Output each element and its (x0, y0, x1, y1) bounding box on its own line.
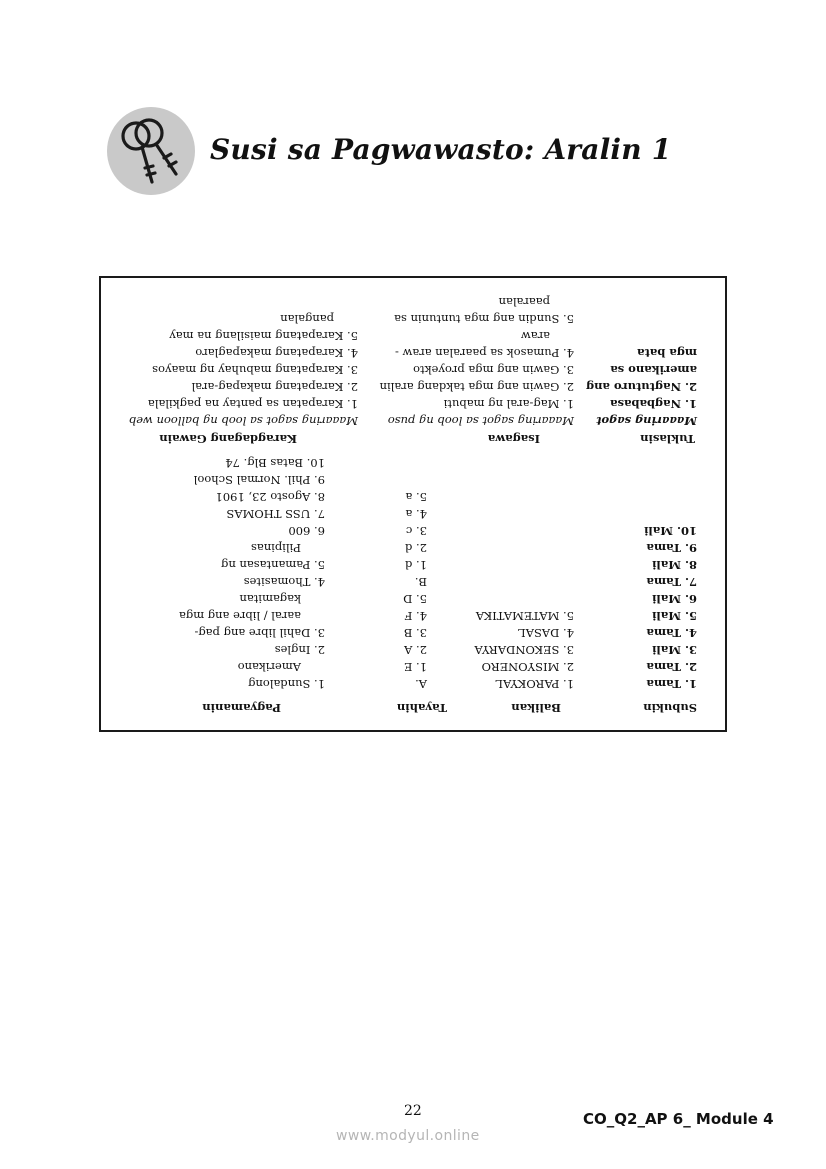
keys-icon (106, 106, 196, 196)
balikan-item: 5. MATEMATIKA (475, 609, 574, 623)
pagyamanin-item: 1. Sundalong (248, 677, 325, 691)
tayahin-item: 2. d (405, 541, 427, 555)
subukin-item: 2. Tama (646, 660, 697, 674)
answer-key-box (99, 276, 727, 732)
tayahin-item: 2. A (404, 643, 427, 657)
tayahin-item: 3. B (403, 626, 427, 640)
module-code: CO_Q2_AP 6_ Module 4 (583, 1110, 774, 1128)
pagyamanin-item: 10. Batas Blg. 74 (225, 456, 325, 470)
balikan-item: 3. SEKONDARYA (474, 643, 574, 657)
pagyamanin-item: 5. Pamantasan ng (221, 558, 325, 572)
pagyamanin-item: kagamitan (239, 592, 301, 606)
pagyamanin-item: Pilipinas (251, 541, 301, 555)
page-number: 22 (404, 1103, 422, 1119)
pagyamanin-item: 6. 600 (288, 524, 325, 538)
isagawa-item: 1. Mag-aral ng mabuti (443, 397, 574, 411)
header-karagdagang-gawain: Karagdagang Gawain (159, 432, 297, 446)
header-tayahin: Tayahin (396, 701, 447, 715)
karagdagang-gawain-item: 1. Karapatan sa pantay na pagkilala (147, 397, 358, 411)
tayahin-item: 5. a (405, 490, 427, 504)
tayahin-item: 3. c (405, 524, 427, 538)
tayahin-item: 1. d (405, 558, 427, 572)
subukin-item: 9. Tama (646, 541, 697, 555)
header-pagyamanin: Pagyamanin (202, 701, 281, 715)
balikan-item: 2. MISYONERO (481, 660, 574, 674)
subukin-item: 7. Tama (646, 575, 697, 589)
karagdagang-gawain-item: pangalan (280, 312, 334, 326)
header-tuklasin: Tuklasin (640, 432, 695, 446)
subukin-item: 1. Tama (646, 677, 697, 691)
karagdagang-gawain-item: 5. Karapatang maisilang na may (169, 329, 358, 343)
pagyamanin-item: 8. Agosto 23, 1901 (215, 490, 325, 504)
subukin-item: 4. Tama (646, 626, 697, 640)
pagyamanin-item: 4. Thomasites (243, 575, 325, 589)
page-title: Susi sa Pagwawasto: Aralin 1 (210, 133, 672, 166)
answer-key-content (101, 278, 725, 730)
pagyamanin-item: Amerikano (237, 660, 301, 674)
pagyamanin-item: 7. USS THOMAS (226, 507, 325, 521)
tuklasin-item: Maaaring sagot (596, 414, 697, 428)
isagawa-item: araw (520, 329, 550, 343)
tayahin-item: 1. E (403, 660, 427, 674)
isagawa-item: 4. Pumasok sa paaralan araw - (394, 346, 574, 360)
balikan-item: 4. DASAL (518, 626, 574, 640)
header-subukin: Subukin (643, 701, 697, 715)
watermark: www.modyul.online (336, 1128, 480, 1144)
tuklasin-item: 2. Nagtuturo ang (586, 380, 697, 394)
karagdagang-gawain-item: 4. Karapatang makapaglaro (195, 346, 358, 360)
subukin-item: 6. Mali (652, 592, 697, 606)
isagawa-item: 5. Sundin ang mga tuntunin sa (394, 312, 574, 326)
isagawa-item: 3. Gawin ang mga proyekto (413, 363, 574, 377)
pagyamanin-item: 9. Phil. Normal School (193, 473, 325, 487)
isagawa-item: 2. Gawin ang mga takdang aralin (379, 380, 574, 394)
subukin-item: 8. Mali (652, 558, 697, 572)
karagdagang-gawain-item: Maaaring sagot sa loob ng balloon web (128, 414, 358, 428)
tayahin-item: 4. a (405, 507, 427, 521)
subukin-item: 3. Mali (652, 643, 697, 657)
tayahin-item: 4. F (404, 609, 427, 623)
tayahin-item: 5. D (403, 592, 427, 606)
balikan-item: 1. PAROKYAL (495, 677, 574, 691)
subukin-item: 10. Mali (644, 524, 697, 538)
pagyamanin-item: 3. Dahil libre ang pag- (194, 626, 325, 640)
tuklasin-item: mga bata (637, 346, 697, 360)
tuklasin-item: amerikano sa (610, 363, 697, 377)
karagdagang-gawain-item: 3. Karapatang mabuhay ng maayos (152, 363, 358, 377)
isagawa-item: Maaaring sagot sa loob ng puso (387, 414, 574, 428)
pagyamanin-item: 2. Ingles (274, 643, 325, 657)
tuklasin-item: 1. Nagbabasa (610, 397, 697, 411)
tayahin-item: B. (414, 575, 427, 589)
header-isagawa: Isagawa (487, 432, 540, 446)
header-balikan: Balikan (511, 701, 561, 715)
tayahin-item: A. (415, 677, 427, 691)
subukin-item: 5. Mali (652, 609, 697, 623)
karagdagang-gawain-item: 2. Karapatang makapag-aral (191, 380, 358, 394)
pagyamanin-item: aaral / libre ang mga (178, 609, 301, 623)
isagawa-item: paaralan (498, 295, 550, 309)
